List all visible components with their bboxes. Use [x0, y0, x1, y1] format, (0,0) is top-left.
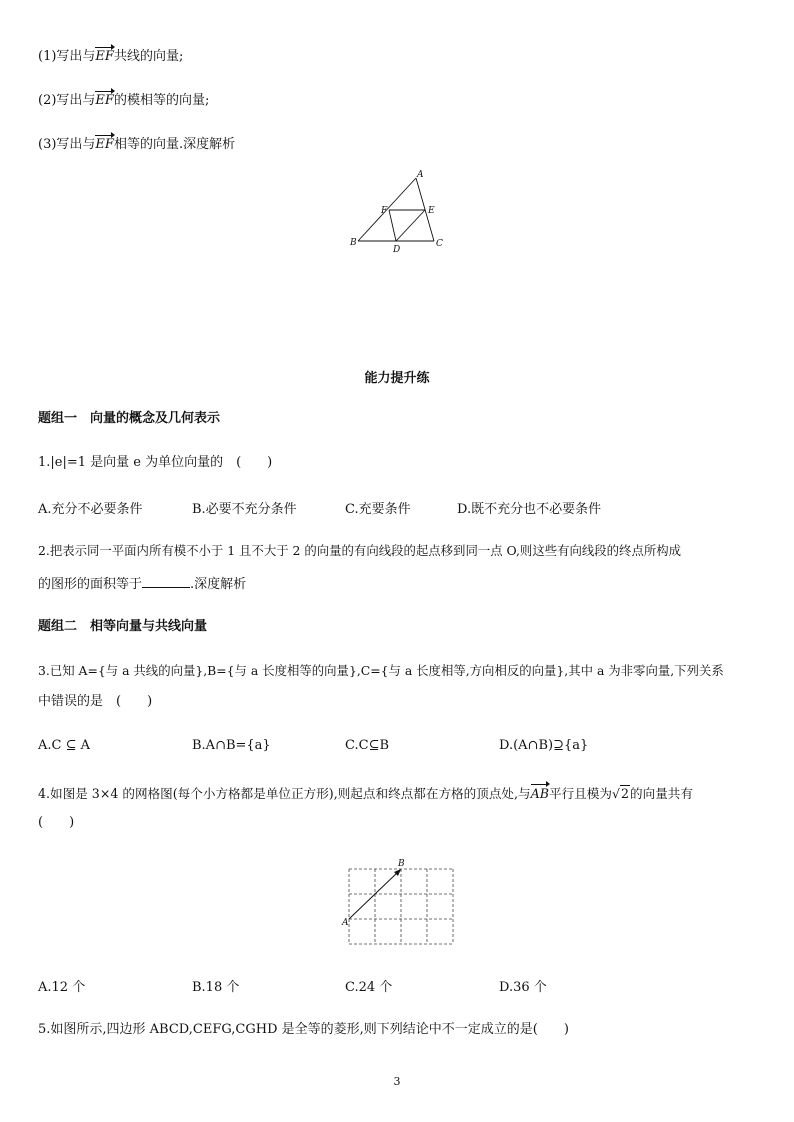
answer-blank[interactable] — [142, 573, 190, 588]
vector-ab-arrow — [349, 871, 399, 919]
question-1: 1.|e|=1 是向量 e 为单位向量的 ( ) — [38, 455, 273, 470]
q2-text-pre: 的图形的面积等于 — [38, 577, 143, 592]
sqrt-expression: √2 — [611, 786, 629, 801]
q1-option-b: B.必要不充分条件 — [192, 502, 297, 517]
section-title: 能力提升练 — [364, 371, 430, 386]
q1-text-post: 共线的向量; — [113, 49, 184, 64]
page-number: 3 — [393, 1075, 401, 1088]
group2-title: 题组二 相等向量与共线向量 — [38, 619, 208, 634]
q2-text-pre: (2)写出与 — [38, 93, 96, 108]
q3-option-a: A.C ⊆ A — [38, 738, 91, 753]
label-d: D — [393, 245, 401, 255]
question-2-line-2 — [38, 573, 246, 594]
q1-option-a: A.充分不必要条件 — [38, 502, 143, 517]
label-a: A — [417, 170, 424, 180]
grid-figure — [338, 857, 458, 947]
question-3-line-2: 中错误的是 ( ) — [38, 694, 153, 709]
q4-option-d: D.36 个 — [499, 980, 547, 995]
q3-text-post: 相等的向量.深度解析 — [113, 137, 236, 152]
triangle-figure — [345, 168, 450, 256]
q1-text-pre: (1)写出与 — [38, 49, 96, 64]
q3-option-c: C.C⊆B — [345, 738, 390, 753]
vector-ef: EF — [95, 46, 114, 66]
question-part-2 — [38, 90, 209, 110]
label-c: C — [436, 239, 443, 249]
q4-text-mid: 平行且模为 — [548, 786, 612, 801]
q4-text-pre: 4.如图是 3×4 的网格图(每个小方格都是单位正方形),则起点和终点都在方格的顶点处,与 — [38, 786, 531, 801]
q3-option-b: B.A∩B={a} — [192, 738, 271, 753]
q3-text-pre: (3)写出与 — [38, 137, 96, 152]
grid-label-b: B — [398, 859, 405, 869]
question-part-1 — [38, 46, 183, 66]
sqrt-radicand: 2 — [620, 786, 629, 801]
q4-option-a: A.12 个 — [38, 980, 86, 995]
segment-ed — [396, 210, 425, 241]
q4-text-post: 的向量共有 — [630, 786, 693, 801]
q4-option-b: B.18 个 — [192, 980, 240, 995]
question-4-line-2: ( ) — [38, 815, 75, 830]
q1-option-d: D.既不充分也不必要条件 — [457, 502, 602, 517]
q2-text-post: 的模相等的向量; — [113, 93, 210, 108]
q3-option-d: D.(A∩B)⊇{a} — [499, 738, 589, 753]
group1-title: 题组一 向量的概念及几何表示 — [38, 411, 221, 426]
q1-option-c: C.充要条件 — [345, 502, 411, 517]
vector-ef: EF — [95, 90, 114, 110]
question-5: 5.如图所示,四边形 ABCD,CEFG,CGHD 是全等的菱形,则下列结论中不一定成立的是( ) — [38, 1022, 569, 1037]
label-e: E — [428, 206, 435, 216]
question-4-line-1 — [38, 783, 693, 803]
question-2-line-1: 2.把表示同一平面内所有模不小于 1 且不大于 2 的向量的有向线段的起点移到同一点 O,则这些有向线段的终点所构成 — [38, 543, 682, 558]
label-f: F — [381, 206, 388, 216]
label-b: B — [350, 238, 357, 248]
question-part-3 — [38, 134, 235, 154]
question-3-line-1: 3.已知 A={与 a 共线的向量},B={与 a 长度相等的向量},C={与 a 长度相等,方向相反的向量},其中 a 为非零向量,下列关系 — [38, 663, 724, 678]
segment-fd — [389, 210, 396, 241]
q2-text-post: .深度解析 — [190, 577, 247, 592]
vector-ef: EF — [95, 134, 114, 154]
q4-option-c: C.24 个 — [345, 980, 393, 995]
grid-label-a: A — [342, 918, 349, 928]
vector-ab: AB — [531, 783, 549, 803]
